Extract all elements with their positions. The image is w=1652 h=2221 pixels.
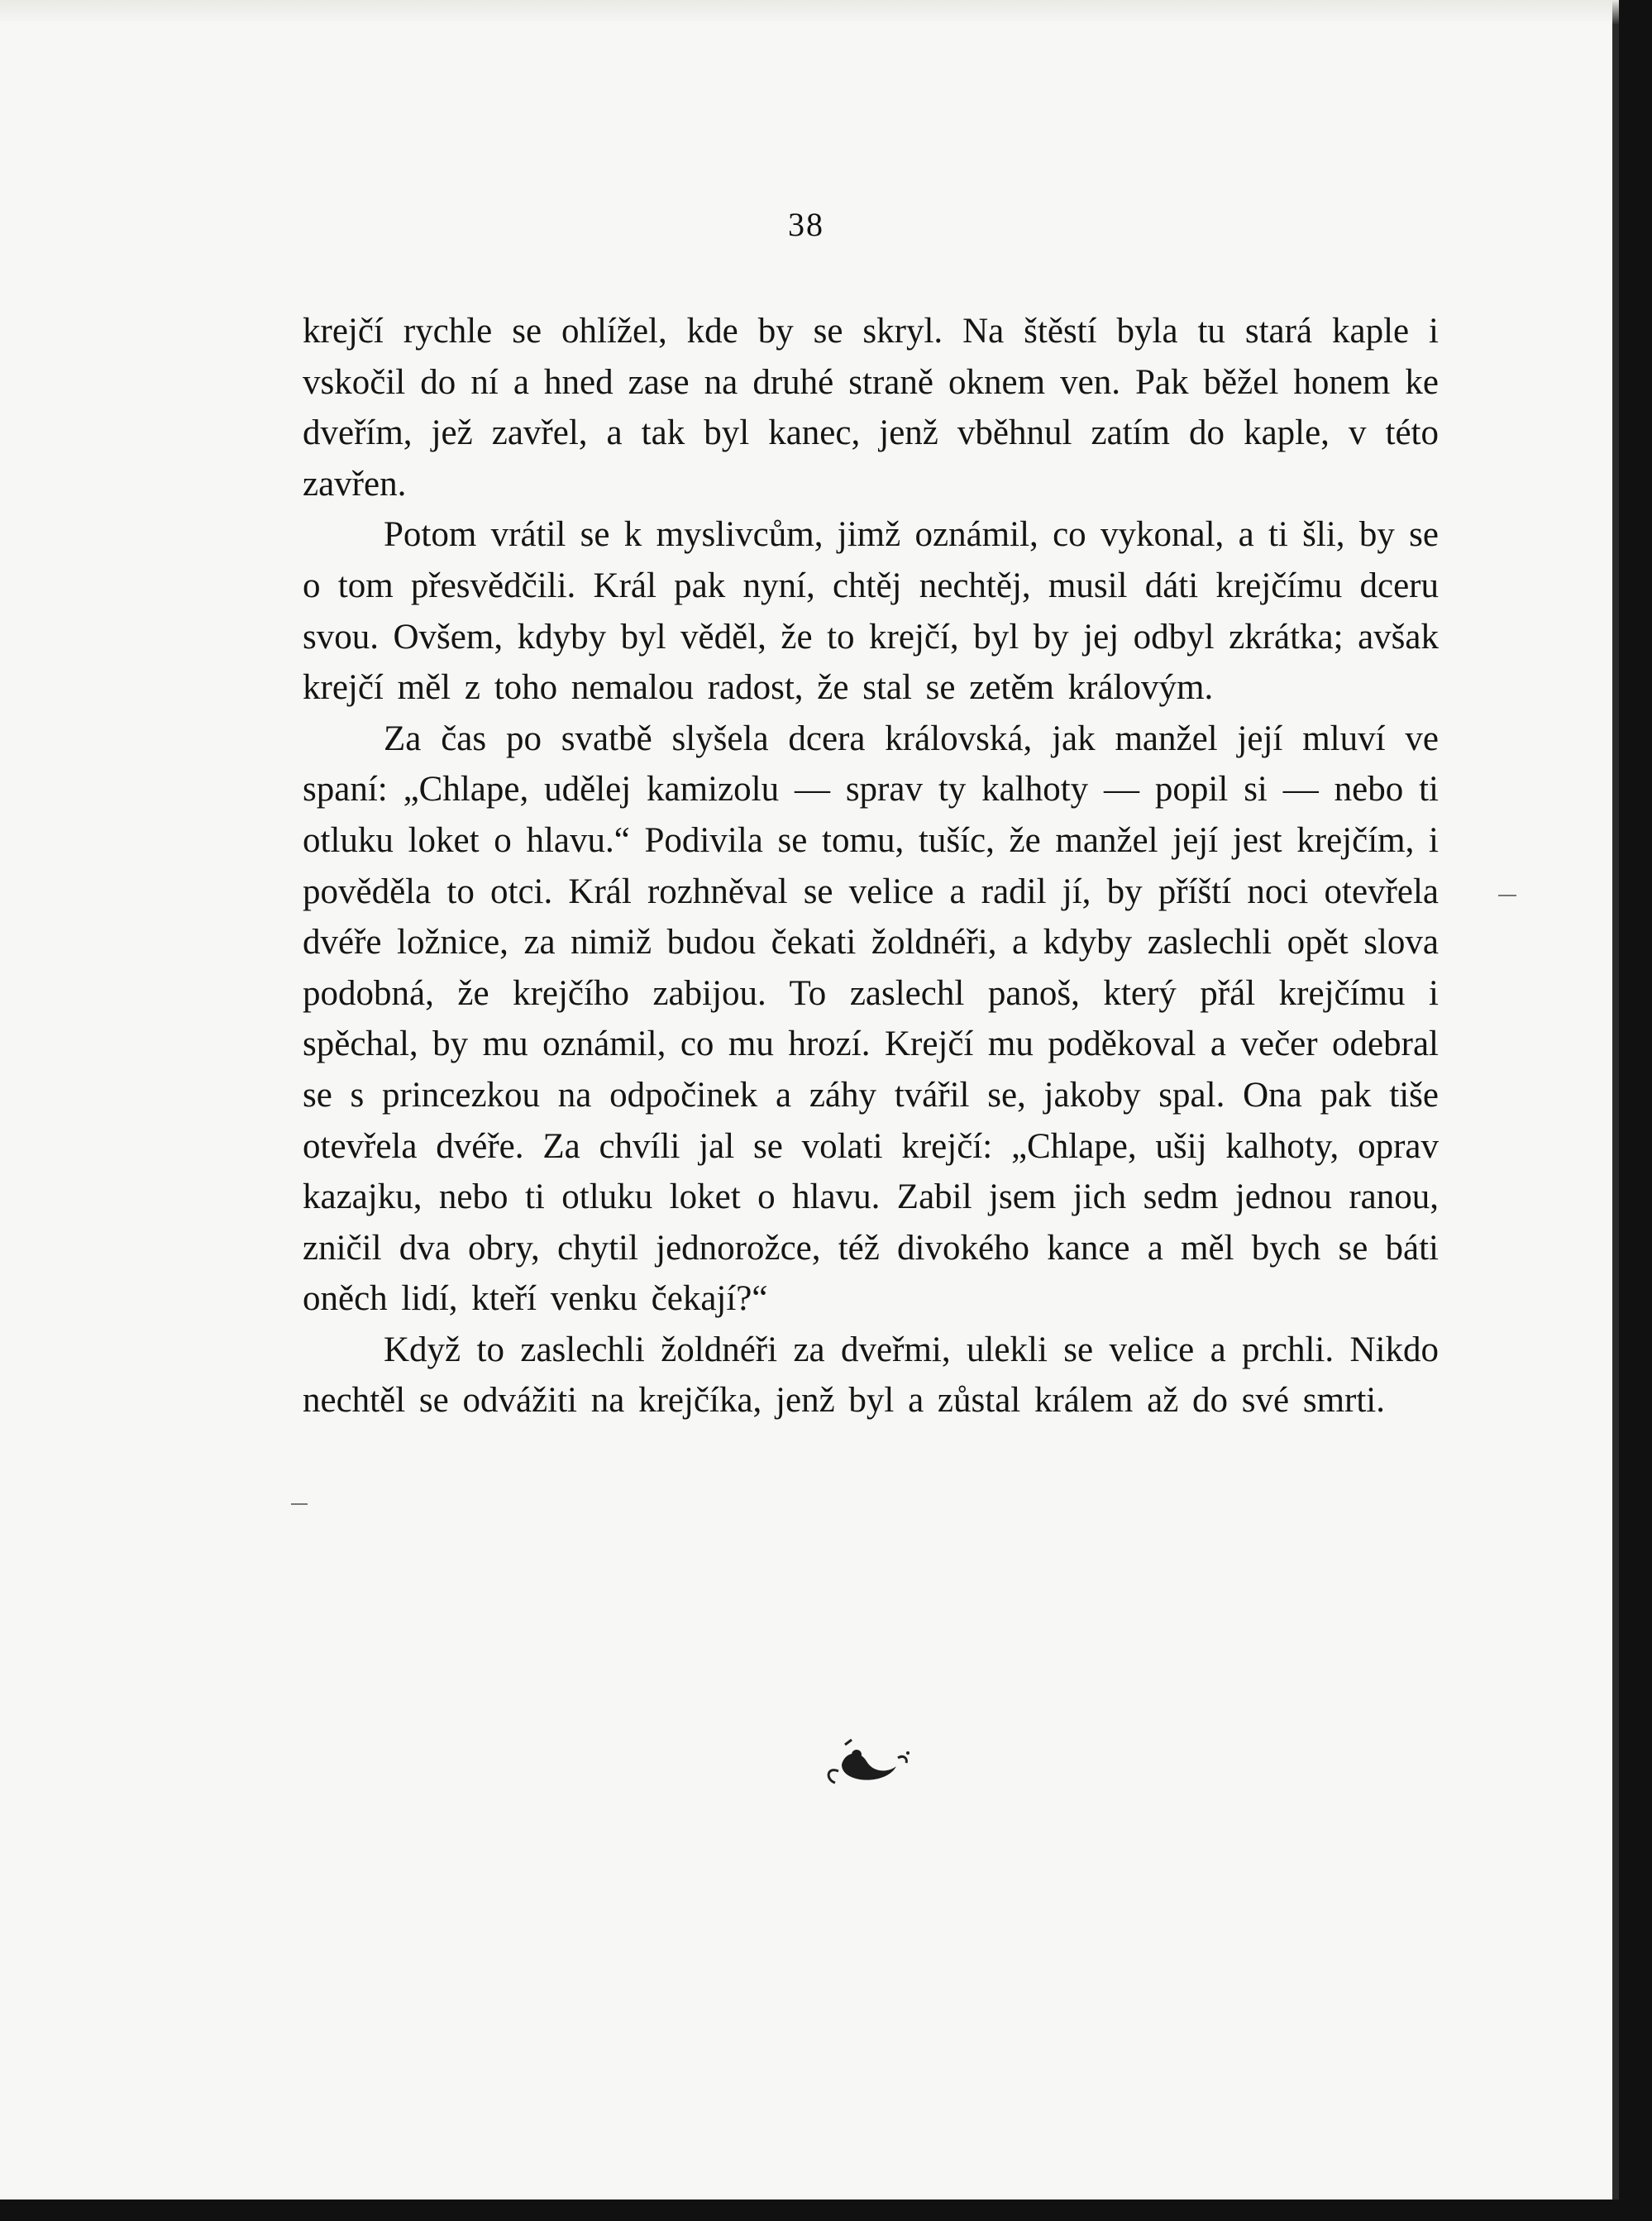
body-text	[303, 306, 1439, 1426]
paragraph: Za čas po svatbě slyšela dcera královská, jak manžel její mluví ve spaní: „Chlape, udělej kamizolu — sprav ty kalhoty — popil si — nebo ti otluku loket o hlavu.“ Podivila se tomu, tušíc, že manžel její jest krejčím, i pověděla to otci. Král rozhněval se velice a radil jí, by příští noci otevřela dvéře ložnice, za nimiž budou čekati žoldnéři, a kdyby zaslechli opět slova podobná, že krejčího zabijou. To zaslechl panoš, který přál krejčímu i spěchal, by mu oznámil, co mu hrozí. Krejčí mu poděkoval a večer odebral se s princezkou na odpočinek a záhy tvářil se, jakoby spal. Ona pak tiše otevřela dvéře. Za chvíli jal se volati krejčí: „Chlape, ušij kalhoty, oprav kazajku, nebo ti otluku loket o hlavu. Zabil jsem jich sedm jednou ranou, zničil dva obry, chytil jednorožce, též divokého kance a měl bych se báti oněch lidí, kteří venku čekají?“	[303, 719, 1439, 1319]
margin-mark	[1498, 895, 1516, 896]
page-number: 38	[788, 206, 824, 243]
margin-mark	[291, 1503, 308, 1505]
paragraph: Potom vrátil se k myslivcům, jimž oznámil, co vykonal, a ti šli, by se o tom přesvědčili. Král pak nyní, chtěj nechtěj, musil dáti krejčímu dceru svou. Ovšem, kdyby byl věděl, že to krejčí, byl by jej odbyl zkrátka; avšak krejčí měl z toho nemalou radost, že stal se zetěm královým.	[303, 515, 1439, 708]
paragraph: krejčí rychle se ohlížel, kde by se skryl. Na štěstí byla tu stará kaple i vskočil do ní a hned zase na druhé straně oknem ven. Pak běžel honem ke dveřím, jež zavřel, a tak byl kanec, jenž vběhnul zatím do kaple, v této zavřen.	[303, 312, 1439, 504]
paragraph: Když to zaslechli žoldnéři za dveřmi, ulekli se velice a prchli. Nikdo nechtěl se odvážiti na krejčíka, jenž byl a zůstal králem až do své smrti.	[303, 1330, 1439, 1421]
fleuron-ornament-icon	[820, 1728, 919, 1794]
page-edge-shadow	[0, 0, 1619, 25]
